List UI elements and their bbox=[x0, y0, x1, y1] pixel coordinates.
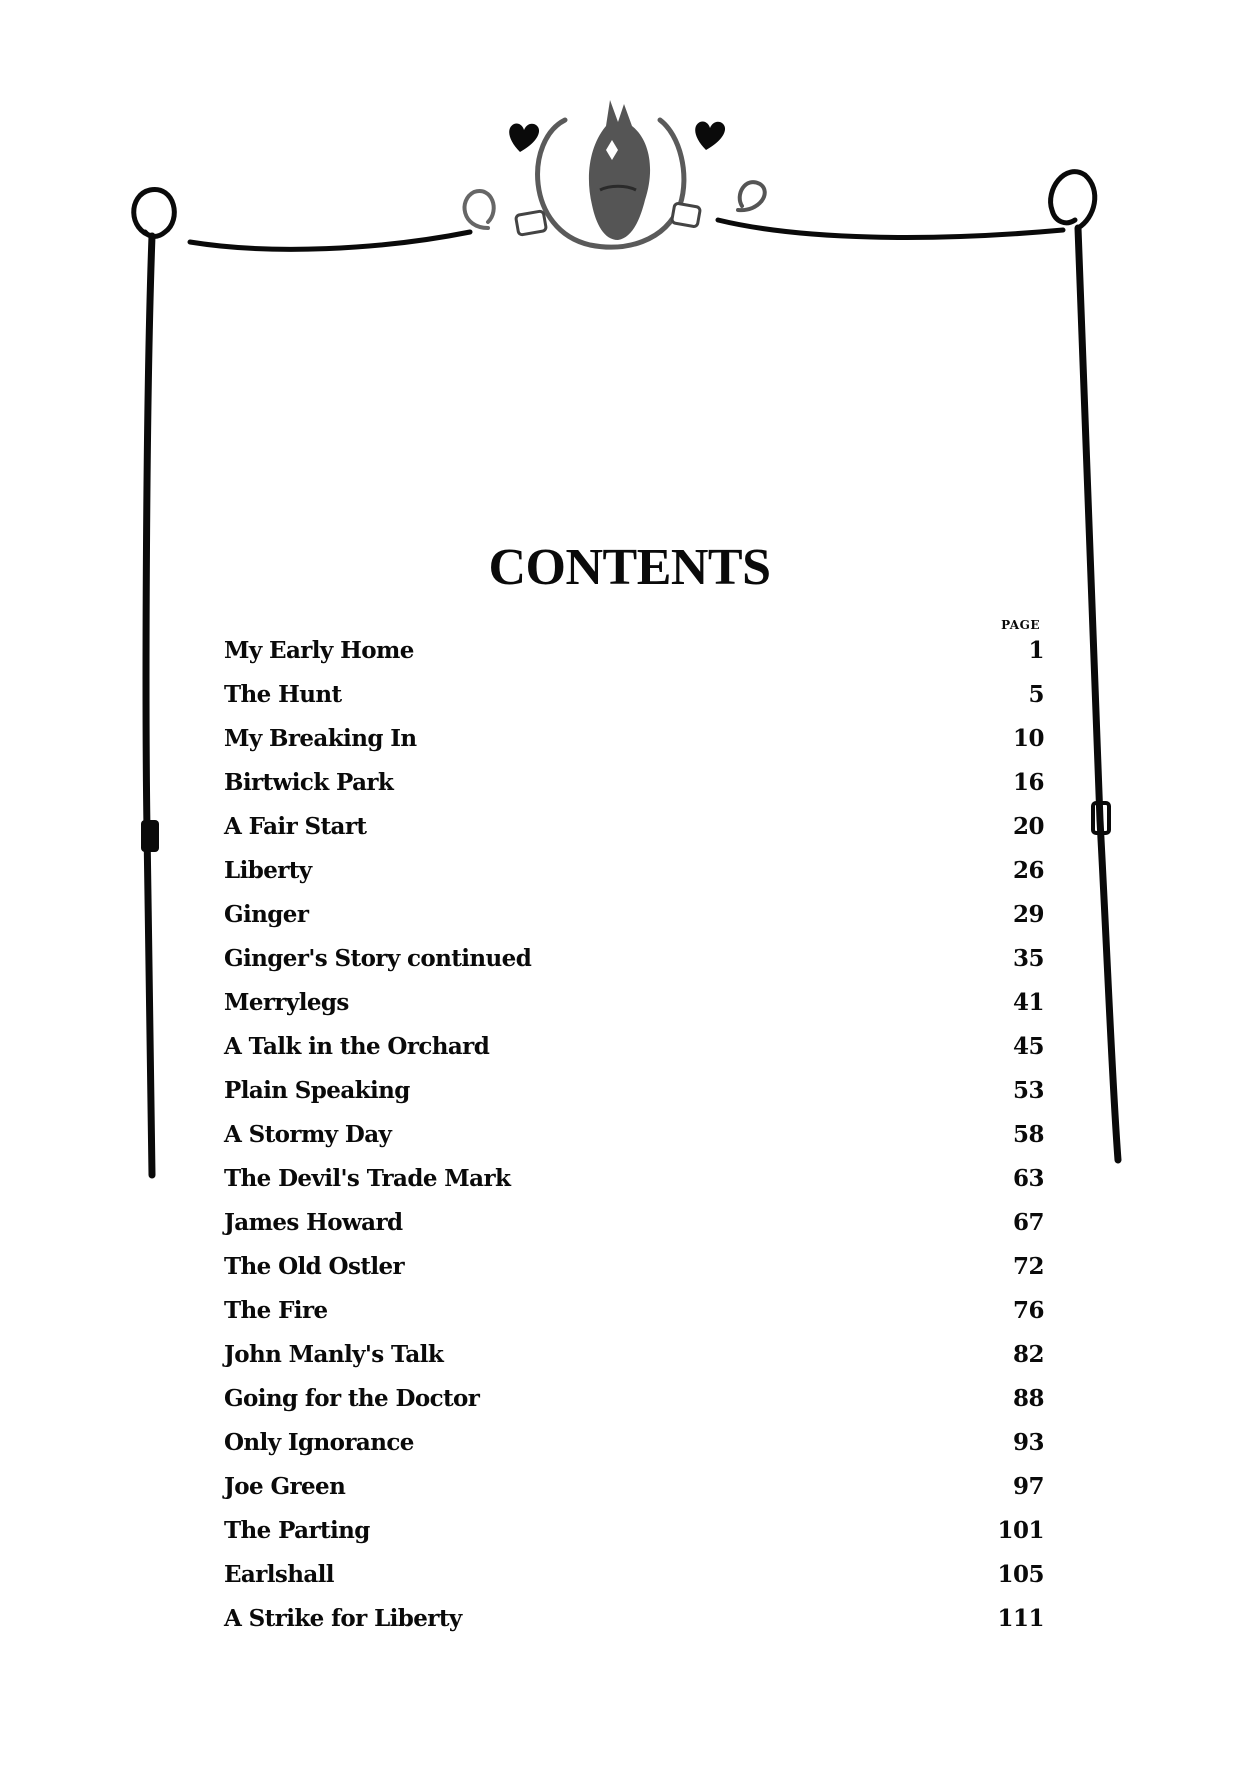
toc-entry bbox=[224, 760, 1044, 804]
toc-entry-title: The Fire bbox=[224, 1296, 328, 1324]
toc-entry bbox=[224, 1244, 1044, 1288]
toc-entry-page: 41 bbox=[1012, 988, 1044, 1016]
toc-entry-title: A Stormy Day bbox=[224, 1120, 392, 1148]
toc-entry-page: 45 bbox=[1012, 1032, 1044, 1060]
toc-entry-page: 97 bbox=[1012, 1472, 1044, 1500]
toc-entry bbox=[224, 1288, 1044, 1332]
toc-entry-title: James Howard bbox=[224, 1208, 403, 1236]
toc-entry-page: 63 bbox=[1012, 1164, 1044, 1192]
toc-entry-title: The Hunt bbox=[224, 680, 342, 708]
toc-entry-page: 53 bbox=[1012, 1076, 1044, 1104]
toc-entry bbox=[224, 1024, 1044, 1068]
page-title: CONTENTS bbox=[488, 539, 771, 596]
toc-entry bbox=[224, 848, 1044, 892]
toc-entry-title: Joe Green bbox=[224, 1472, 346, 1500]
toc-entry bbox=[224, 1464, 1044, 1508]
toc-entry-title: My Breaking In bbox=[224, 724, 417, 752]
toc-entry bbox=[224, 1508, 1044, 1552]
toc-entry-page: 82 bbox=[1012, 1340, 1044, 1368]
toc-entry-title: Merrylegs bbox=[224, 988, 349, 1016]
toc-entry bbox=[224, 1420, 1044, 1464]
toc-entry bbox=[224, 1332, 1044, 1376]
toc-entry-title: My Early Home bbox=[224, 636, 414, 664]
toc-entry-page: 5 bbox=[1028, 680, 1044, 708]
toc-entry-title: Going for the Doctor bbox=[224, 1384, 480, 1412]
table-of-contents bbox=[224, 628, 1044, 1640]
toc-entry bbox=[224, 1156, 1044, 1200]
toc-entry-page: 10 bbox=[1012, 724, 1044, 752]
toc-entry-title: A Talk in the Orchard bbox=[224, 1032, 490, 1060]
page-column-header: PAGE bbox=[1001, 618, 1040, 632]
toc-entry-title: Only Ignorance bbox=[224, 1428, 414, 1456]
toc-entry-page: 67 bbox=[1012, 1208, 1044, 1236]
toc-entry-page: 105 bbox=[997, 1560, 1044, 1588]
toc-entry-title: The Parting bbox=[224, 1516, 370, 1544]
toc-entry-title: A Strike for Liberty bbox=[224, 1604, 462, 1632]
toc-entry-title: Earlshall bbox=[224, 1560, 334, 1588]
toc-entry bbox=[224, 980, 1044, 1024]
toc-entry bbox=[224, 716, 1044, 760]
toc-entry-page: 1 bbox=[1028, 636, 1044, 664]
toc-entry-title: A Fair Start bbox=[224, 812, 367, 840]
toc-entry-page: 101 bbox=[997, 1516, 1044, 1544]
toc-entry-title: Birtwick Park bbox=[224, 768, 394, 796]
toc-entry-title: Liberty bbox=[224, 856, 312, 884]
toc-entry-title: Plain Speaking bbox=[224, 1076, 410, 1104]
toc-entry bbox=[224, 672, 1044, 716]
toc-entry bbox=[224, 1068, 1044, 1112]
toc-entry-page: 58 bbox=[1012, 1120, 1044, 1148]
toc-entry-page: 111 bbox=[997, 1604, 1044, 1632]
horse-head-icon bbox=[589, 100, 650, 240]
toc-entry-page: 26 bbox=[1012, 856, 1044, 884]
toc-entry-page: 35 bbox=[1012, 944, 1044, 972]
toc-entry-page: 88 bbox=[1012, 1384, 1044, 1412]
toc-entry-title: John Manly's Talk bbox=[224, 1340, 444, 1368]
toc-entry-page: 72 bbox=[1012, 1252, 1044, 1280]
toc-entry-page: 20 bbox=[1012, 812, 1044, 840]
toc-entry bbox=[224, 1112, 1044, 1156]
toc-entry bbox=[224, 1552, 1044, 1596]
toc-entry bbox=[224, 804, 1044, 848]
toc-entry bbox=[224, 1376, 1044, 1420]
toc-entry-title: The Devil's Trade Mark bbox=[224, 1164, 511, 1192]
toc-entry-page: 16 bbox=[1012, 768, 1044, 796]
toc-entry-title: The Old Ostler bbox=[224, 1252, 405, 1280]
toc-entry bbox=[224, 1200, 1044, 1244]
toc-entry bbox=[224, 628, 1044, 672]
toc-entry-page: 93 bbox=[1012, 1428, 1044, 1456]
toc-entry bbox=[224, 892, 1044, 936]
toc-entry-title: Ginger's Story continued bbox=[224, 944, 532, 972]
toc-entry bbox=[224, 1596, 1044, 1640]
toc-entry bbox=[224, 936, 1044, 980]
toc-entry-page: 29 bbox=[1012, 900, 1044, 928]
toc-entry-page: 76 bbox=[1012, 1296, 1044, 1324]
toc-entry-title: Ginger bbox=[224, 900, 309, 928]
